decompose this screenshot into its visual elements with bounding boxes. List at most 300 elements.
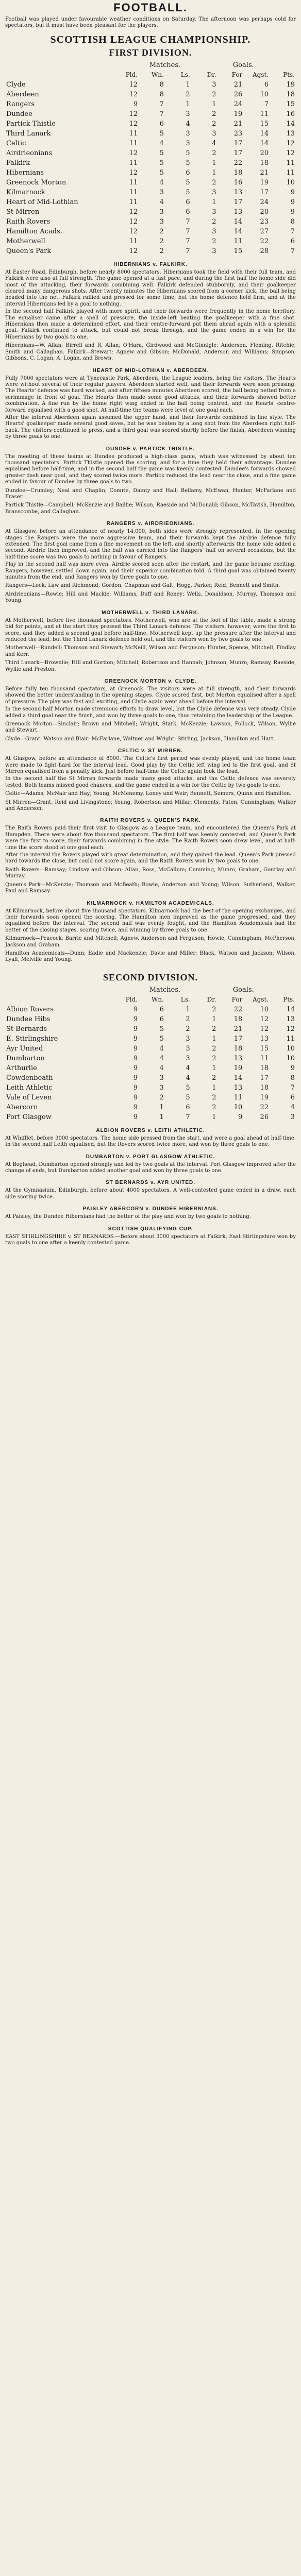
match-report-heading: HEART OF MID-LOTHIAN v. ABERDEEN.	[92, 367, 209, 374]
match-report	[5, 1226, 296, 1247]
match-report	[5, 446, 296, 516]
table-cell: 4	[186, 120, 190, 128]
table-cell: 16	[286, 110, 295, 118]
report-paragraph: The meeting of these teams at Dundee produced a high-class game, which was witnessed by about ten thousand spectators. Partick Thistle opened the scoring, and for a time they held their advantage. Dundee equalised before half-time, and in the second half the game was keenly contested. Dundee's forwards showed greater dash near goal, and they scored twice more. Partick reduced the lead near the close, and a fine game ended in favour of Dundee by three goals to two.	[5, 453, 296, 485]
table-cell: 10	[260, 90, 269, 98]
table-row	[5, 1044, 296, 1054]
report-paragraph: St Mirren—Grant; Reid and Livingstone; Young, Robertson and Millar; Clements, Paton, Cunningham, Walker and Anderson.	[5, 799, 296, 812]
table-row	[5, 246, 296, 256]
team-name: Albion Rovers	[6, 1005, 54, 1013]
report-paragraph: At Whifflet, before 3000 spectators. The home side pressed from the start, and were a goal ahead at half-time. In the second half Leith equalised, but the Rovers scored twice more, and won by three goals to one.	[5, 1135, 296, 1148]
table-cell: 9	[133, 1064, 138, 1072]
table-row	[5, 1005, 296, 1014]
table-cell: 21	[233, 120, 243, 128]
table-cell: 17	[233, 139, 243, 147]
table-cell: 8	[159, 80, 164, 89]
table-cell: 22	[260, 1103, 269, 1111]
table-cell: 3	[186, 1035, 190, 1043]
table-row	[5, 1024, 296, 1034]
table-cell: 12	[286, 1025, 295, 1033]
table-cell: 16	[233, 178, 243, 187]
table-cell: 20	[260, 149, 269, 157]
table-cell: 13	[233, 1083, 243, 1092]
match-report	[5, 367, 296, 440]
match-report-heading: ALBION ROVERS v. LEITH ATHLETIC.	[96, 1127, 205, 1133]
table-cell: 4	[290, 1103, 295, 1111]
table-cell: 13	[260, 1035, 269, 1043]
table-cell: 22	[233, 159, 243, 167]
table-cell: 2	[212, 90, 216, 98]
team-name: Arthurlie	[6, 1064, 37, 1072]
table-cell: 11	[129, 178, 138, 187]
table-row	[5, 158, 296, 168]
table-cell: 14	[286, 120, 295, 128]
match-report-heading: SCOTTISH QUALIFYING CUP.	[108, 1226, 193, 1232]
table-cell: 26	[260, 1113, 269, 1121]
table-cell: 4	[186, 1074, 190, 1082]
table-cell: 5	[159, 1035, 164, 1043]
table-cell: 13	[233, 188, 243, 196]
table-cell: 5	[186, 1083, 190, 1092]
table-cell: 10	[233, 1103, 243, 1111]
table-cell: 10	[286, 1054, 295, 1062]
table-cell: 6	[264, 80, 269, 89]
table-cell: 6	[159, 120, 164, 128]
table-cell: 7	[290, 1083, 295, 1092]
team-name: Hibernians	[6, 168, 44, 177]
table-cell: 1	[212, 100, 216, 108]
table-cell: 6	[290, 237, 295, 245]
team-name: Dumbarton	[6, 1054, 45, 1062]
table-cell: 26	[233, 90, 243, 98]
table-cell: 5	[186, 149, 190, 157]
table-cell: 12	[129, 80, 138, 89]
table-cell: 14	[233, 227, 243, 235]
match-report	[5, 609, 296, 673]
column-header: Pts.	[283, 995, 295, 1003]
table-cell: 18	[260, 1083, 269, 1092]
column-header: Ls.	[180, 71, 190, 78]
table-cell: 6	[159, 1005, 164, 1013]
table-cell: 11	[129, 237, 138, 245]
table-cell: 1	[212, 198, 216, 206]
team-name: Ayr United	[6, 1044, 43, 1053]
goals-group-label: Goals.	[232, 61, 254, 69]
table-cell: 17	[260, 1074, 269, 1082]
table-cell: 19	[260, 178, 269, 187]
table-cell: 3	[212, 188, 216, 196]
report-paragraph: At Glasgow, before an attendance of nearly 14,000, both sides were strongly represented. In the opening stages the Rangers were the more aggressive team, and their forwards kept the Airdrie defence fully extended. The first goal came from a fine movement on the left, and shortly afterwards the home side added a second. Airdrie then improved, and the ball was carried into the Rangers' half on several occasions, but the half-time score was two goals to nothing in favour of Rangers.	[5, 529, 296, 560]
table-group-header	[5, 985, 296, 995]
table-cell: 19	[260, 1093, 269, 1101]
report-paragraph: At Easter Road, Edinburgh, before nearly 8000 spectators. Hibernians took the field with their full team, and Falkirk were also at full strength. The game opened at a fast pace, and during the first half the home side did most of the attacking, their forwards combining well. Falkirk defended stubbornly, and their goalkeeper cleared many dangerous shots. After twenty minutes the Hibernians scored from a corner kick, the ball being headed into the net. Falkirk rallied and pressed for some time, but the home defence held firm, and at the interval Hibernians led by a goal to nothing.	[5, 269, 296, 307]
team-name: Hamilton Acads.	[6, 227, 62, 235]
table-cell: 2	[186, 1025, 190, 1033]
table-cell: 6	[186, 198, 190, 206]
table-cell: 5	[159, 168, 164, 177]
table-cell: 28	[260, 247, 269, 255]
table-cell: 3	[212, 129, 216, 138]
team-name: Third Lanark	[6, 129, 51, 138]
first-division-table	[5, 60, 296, 256]
table-cell: 15	[286, 100, 295, 108]
report-paragraph: Play in the second half was more even. Airdrie scored soon after the restart, and the game became exciting. Rangers, however, settled down again, and their superior combination told. A third goal was obtained twenty minutes from the end, and Rangers won by three goals to one.	[5, 562, 296, 581]
table-cell: 2	[212, 1103, 216, 1111]
table-row	[5, 168, 296, 178]
table-cell: 7	[290, 227, 295, 235]
table-cell: 18	[233, 1015, 243, 1023]
table-cell: 9	[133, 1044, 138, 1053]
table-cell: 9	[133, 1113, 138, 1121]
table-cell: 14	[233, 217, 243, 226]
table-cell: 5	[159, 159, 164, 167]
team-name: St Bernards	[6, 1025, 47, 1033]
table-cell: 10	[286, 1044, 295, 1053]
table-cell: 1	[212, 1113, 216, 1121]
table-row	[5, 1093, 296, 1103]
table-cell: 9	[133, 1054, 138, 1062]
report-paragraph: Hamilton Academicals—Dunn; Eadie and Mackenzie; Davie and Miller; Black, Watson and Jackson; Wilson, Lyall, Melville and Young.	[5, 950, 296, 963]
column-header: Pts.	[283, 71, 295, 78]
table-cell: 11	[260, 1054, 269, 1062]
table-cell: 3	[212, 227, 216, 235]
table-cell: 10	[286, 178, 295, 187]
table-row	[5, 188, 296, 197]
report-paragraph: At Kilmarnock, before about five thousand spectators. Kilmarnock had the best of the opening exchanges, and their forwards soon opened the scoring. The Hamilton men improved as the game progressed, and they equalised before the interval. The second half was evenly fought, and the Hamilton Academicals had the better of the closing stages, scoring twice, and winning by three goals to one.	[5, 908, 296, 933]
table-row	[5, 139, 296, 148]
column-header: Pld.	[125, 71, 138, 78]
table-cell: 9	[290, 198, 295, 206]
table-cell: 9	[290, 208, 295, 216]
table-cell: 12	[129, 217, 138, 226]
column-header: Dr.	[207, 995, 216, 1003]
table-cell: 1	[212, 1064, 216, 1072]
report-paragraph: Kilmarnock—Peacock; Barrie and Mitchell; Agnew, Anderson and Ferguson; Howie, Cunningham, McPherson, Jackson and Graham.	[5, 936, 296, 948]
table-cell: 4	[212, 139, 216, 147]
report-paragraph: In the second half the St Mirren forwards made many good attacks, and the Celtic defence was severely tested. Both teams missed good chances, and the game ended in a win for the Celtic by two goals to one.	[5, 776, 296, 788]
team-name: Dundee Hibs	[6, 1015, 51, 1023]
masthead: FOOTBALL.	[113, 1, 188, 14]
match-report-heading: DUMBARTON v. PORT GLASGOW ATHLETIC.	[86, 1154, 215, 1160]
column-header: Wn.	[152, 71, 164, 78]
table-row	[5, 1083, 296, 1093]
table-cell: 18	[260, 159, 269, 167]
table-cell: 22	[233, 1005, 243, 1013]
team-name: Airdrieonians	[6, 149, 53, 157]
report-paragraph: Queen's Park—McKenzie; Thomson and McBeath; Bowie, Anderson and Young; Wilson, Sutherland, Walker, Paul and Ramsay.	[5, 882, 296, 894]
table-cell: 14	[233, 1074, 243, 1082]
table-cell: 12	[129, 168, 138, 177]
table-cell: 4	[159, 1064, 164, 1072]
table-cell: 18	[233, 1044, 243, 1053]
report-paragraph: After the interval the Rovers played with great determination, and they gained the lead. Queen's Park pressed hard towards the close, but could not score again, and the Raith Rovers won by two goals to one.	[5, 852, 296, 865]
team-name: Abercorn	[6, 1103, 38, 1111]
report-paragraph: Raith Rovers—Ramsay; Lindsay and Gibson; Allan, Ross, McCallum; Cumming, Munro, Graham, Gourlay and Murray.	[5, 867, 296, 879]
table-cell: 11	[233, 237, 243, 245]
report-paragraph: Third Lanark—Brownlie; Hill and Gordon; Mitchell, Robertson and Hannah; Johnson, Munro, Ramsay, Raeside, Wyllie and Preston.	[5, 660, 296, 672]
table-cell: 2	[212, 237, 216, 245]
table-cell: 8	[159, 90, 164, 98]
table-cell: 2	[212, 120, 216, 128]
report-paragraph: At the Gymnasium, Edinburgh, before about 4000 spectators. A well-contested game ended in a draw, each side scoring twice.	[5, 1188, 296, 1200]
table-cell: 2	[159, 1093, 164, 1101]
table-cell: 9	[238, 1113, 243, 1121]
table-cell: 1	[159, 1103, 164, 1111]
table-cell: 3	[186, 110, 190, 118]
table-cell: 21	[233, 1025, 243, 1033]
match-report	[5, 1206, 296, 1220]
table-row	[5, 1034, 296, 1044]
table-row	[5, 1103, 296, 1112]
table-header-row	[5, 995, 296, 1005]
column-header: Agst.	[252, 71, 269, 78]
table-cell: 3	[290, 1113, 295, 1121]
table-row	[5, 217, 296, 227]
table-cell: 17	[233, 149, 243, 157]
team-name: Heart of Mid-Lothian	[6, 198, 78, 206]
table-cell: 2	[212, 178, 216, 187]
table-cell: 13	[233, 1054, 243, 1062]
team-name: Falkirk	[6, 159, 30, 167]
report-paragraph: In the second half Morton made strenuous efforts to draw level, but the Clyde defence was very steady. Clyde added a third goal near the finish, and won by three goals to one, thus retaining the leadership of the League.	[5, 706, 296, 719]
table-cell: 24	[260, 198, 269, 206]
match-report-heading: HIBERNIANS v. FALKIRK.	[113, 261, 188, 267]
second-division-table	[5, 985, 296, 1122]
table-row	[5, 99, 296, 109]
table-cell: 2	[212, 1074, 216, 1082]
table-cell: 12	[129, 110, 138, 118]
report-paragraph: At Boghead, Dumbarton opened strongly and led by two goals at the interval. Port Glasgow improved after the change of ends, but Dumbarton added another goal and won by three goals to one.	[5, 1161, 296, 1174]
table-cell: 9	[290, 188, 295, 196]
table-cell: 19	[286, 80, 295, 89]
table-cell: 23	[233, 129, 243, 138]
table-cell: 5	[186, 1093, 190, 1101]
table-cell: 4	[159, 178, 164, 187]
table-cell: 12	[129, 208, 138, 216]
first-division-title: FIRST DIVISION.	[109, 47, 192, 58]
table-cell: 14	[260, 129, 269, 138]
report-paragraph: Fully 7000 spectators were at Tynecastle Park, Aberdeen, the League leaders, being the visitors. The Hearts were without several of their regular players. Aberdeen started well, and their forwards were soon pressing. The Hearts' defence was hard worked, and after fifteen minutes Aberdeen scored, the ball being netted from a scrimmage in front of goal. The Hearts then made some good attacks, and their forwards showed better combination. A fine run by the home right wing ended in the ball being centred, and the Hearts' centre-forward equalised with a good shot. At half-time the teams were level at one goal each.	[5, 375, 296, 413]
table-cell: 24	[233, 100, 243, 108]
table-cell: 23	[260, 217, 269, 226]
table-cell: 9	[290, 1064, 295, 1072]
team-name: Motherwell	[6, 237, 45, 245]
report-paragraph: Hibernians—W. Allan; Birrell and R. Allan; O'Hara, Girdwood and McGinnigle; Anderson, Fleming, Ritchie, Smith and Callaghan. Falkirk—Stewart; Agnew and Gibson; McDonald, Anderson and Williams; Simpson, Gibbons, C. Logan, A. Logan, and Brown.	[5, 343, 296, 362]
table-cell: 5	[186, 178, 190, 187]
table-cell: 11	[233, 1093, 243, 1101]
table-cell: 2	[186, 90, 190, 98]
team-name: Kilmarnock	[6, 188, 45, 196]
table-cell: 5	[186, 188, 190, 196]
table-cell: 8	[290, 1074, 295, 1082]
report-paragraph: Airdrieonians—Rowie; Hill and Mackie; Williams, Duff and Roney; Wells, Donaldson, Murray, Thomson and Young.	[5, 591, 296, 604]
table-cell: 3	[186, 139, 190, 147]
table-row	[5, 178, 296, 188]
team-name: St Mirren	[6, 208, 40, 216]
table-cell: 12	[129, 90, 138, 98]
table-cell: 5	[159, 1025, 164, 1033]
table-cell: 21	[233, 80, 243, 89]
match-report-heading: DUNDEE v. PARTICK THISTLE.	[106, 446, 195, 452]
table-cell: 12	[286, 139, 295, 147]
table-cell: 7	[186, 227, 190, 235]
table-cell: 4	[159, 1044, 164, 1053]
table-cell: 4	[186, 1064, 190, 1072]
team-name: Dundee	[6, 110, 32, 118]
team-name: Queen's Park	[6, 247, 52, 255]
table-cell: 15	[260, 1044, 269, 1053]
table-row	[5, 236, 296, 246]
table-cell: 7	[186, 217, 190, 226]
match-report	[5, 261, 296, 362]
table-row	[5, 129, 296, 139]
team-name: Celtic	[6, 139, 26, 147]
report-paragraph: EAST STIRLINGSHIRE v. ST BERNARDS.—Before about 3000 spectators at Falkirk, East Stirlingshire won by two goals to one after a keenly contested game.	[5, 1233, 296, 1246]
table-cell: 11	[260, 110, 269, 118]
table-cell: 3	[186, 129, 190, 138]
match-report-heading: PAISLEY ABERCORN v. DUNDEE HIBERNIANS.	[82, 1206, 219, 1212]
table-cell: 11	[129, 139, 138, 147]
table-cell: 3	[212, 247, 216, 255]
table-cell: 11	[129, 159, 138, 167]
table-row	[5, 1014, 296, 1024]
first-division-reports	[5, 261, 296, 963]
table-cell: 15	[233, 247, 243, 255]
match-report-heading: KILMARNOCK v. HAMILTON ACADEMICALS.	[87, 900, 214, 906]
table-cell: 1	[212, 159, 216, 167]
table-cell: 9	[133, 1093, 138, 1101]
table-cell: 19	[233, 110, 243, 118]
table-cell: 1	[186, 80, 190, 89]
table-cell: 2	[212, 149, 216, 157]
table-cell: 6	[290, 1093, 295, 1101]
table-cell: 1	[186, 100, 190, 108]
report-paragraph: Rangers—Lock; Law and Richmond; Gordon, Chapman and Galt; Hogg, Parker, Reid, Bennett and Smith.	[5, 583, 280, 589]
table-header-row	[5, 70, 296, 80]
table-cell: 15	[260, 120, 269, 128]
table-cell: 3	[212, 80, 216, 89]
report-paragraph: After the interval Aberdeen again assumed the upper hand, and their forwards combined in fine style. The Hearts' goalkeeper made several good saves, but he was beaten by a long shot from the Aberdeen right half-back. The visitors continued to press, and a third goal was scored shortly before the finish, Aberdeen winning by three goals to one.	[5, 414, 296, 440]
match-report	[5, 1179, 296, 1200]
table-cell: 13	[233, 208, 243, 216]
table-cell: 12	[260, 1025, 269, 1033]
table-cell: 9	[133, 1005, 138, 1013]
second-division-reports	[5, 1127, 296, 1247]
report-paragraph: At Motherwell, before five thousand spectators. Motherwell, who are at the foot of the table, made a strong bid for points, and at the start they pressed the Third Lanark defence. The visitors, however, were the first to score, and they added a second goal before half-time. Motherwell kept up the pressure after the interval and reduced the lead, but the Third Lanark defence held out, and the visitors won by two goals to one.	[5, 617, 296, 642]
table-cell: 11	[129, 198, 138, 206]
report-paragraph: Clyde—Grant; Watson and Blair; McFarlane, Waltner and Wright; Stirling, Jackson, Hamilton and Hart.	[5, 736, 275, 742]
goals-group-label: Goals.	[232, 986, 254, 994]
table-cell: 20	[260, 208, 269, 216]
table-cell: 17	[233, 198, 243, 206]
match-report	[5, 900, 296, 963]
table-cell: 2	[186, 1015, 190, 1023]
match-report-heading: RAITH ROVERS v. QUEEN'S PARK.	[100, 818, 201, 824]
column-header: Pld.	[125, 995, 138, 1003]
table-row	[5, 119, 296, 129]
table-cell: 22	[260, 237, 269, 245]
table-cell: 7	[186, 1113, 190, 1121]
report-paragraph: In the second half Falkirk played with more spirit, and their forwards were frequently in the home territory. The equaliser came after a spell of pressure, the inside-left beating the goalkeeper with a fine shot. Hibernians then made a determined effort, and their centre-forward put them ahead again with a splendid goal. Falkirk continued to attack, but could not break through, and the game ended in a win for the Hibernians by two goals to one.	[5, 309, 296, 340]
table-cell: 6	[159, 1015, 164, 1023]
report-paragraph: Partick Thistle—Campbell; McKenzie and Baillie; Wilson, Raeside and McDonald; Gibson, McTavish, Hamilton, Branscombe, and Callaghan.	[5, 502, 296, 515]
table-cell: 4	[159, 139, 164, 147]
report-paragraph: At Paisley, the Dundee Hibernians had the better of the play and won by two goals to nothing.	[5, 1214, 251, 1220]
table-cell: 12	[129, 247, 138, 255]
table-cell: 21	[260, 168, 269, 177]
table-cell: 27	[260, 227, 269, 235]
table-cell: 17	[260, 188, 269, 196]
table-cell: 9	[133, 1025, 138, 1033]
team-name: Leith Athletic	[6, 1083, 53, 1092]
second-division-title: SECOND DIVISION.	[103, 972, 198, 982]
team-name: Aberdeen	[6, 90, 39, 98]
table-cell: 14	[260, 139, 269, 147]
table-cell: 11	[286, 168, 295, 177]
table-cell: 11	[129, 188, 138, 196]
table-cell: 10	[260, 1005, 269, 1013]
match-report-heading: RANGERS v. AIRDRIEONIANS.	[106, 521, 195, 527]
report-paragraph: Celtic—Adams; McNair and Hay; Young, McMenemy, Loney and Weir; Bennett, Somers, Quinn and Hamilton.	[5, 791, 292, 797]
table-cell: 1	[186, 1005, 190, 1013]
column-header: Wn.	[152, 995, 164, 1003]
table-cell: 1	[159, 1113, 164, 1121]
report-paragraph: Greenock Morton—Sinclair; Brown and Mitchell; Wright, Stark, McKenzie; Lawson, Pollock, Wilson, Wyllie and Stewart.	[5, 721, 296, 734]
table-row	[5, 109, 296, 119]
table-cell: 6	[186, 168, 190, 177]
table-cell: 7	[159, 110, 164, 118]
match-report	[5, 817, 296, 894]
table-cell: 11	[286, 1035, 295, 1043]
table-cell: 12	[286, 149, 295, 157]
table-cell: 11	[286, 159, 295, 167]
match-report	[5, 1127, 296, 1148]
table-cell: 3	[186, 1054, 190, 1062]
team-name: Raith Rovers	[6, 217, 51, 226]
team-name: Partick Thistle	[6, 120, 56, 128]
match-report	[5, 748, 296, 812]
column-header: For	[231, 71, 243, 78]
table-cell: 3	[159, 217, 164, 226]
table-cell: 7	[186, 247, 190, 255]
table-cell: 3	[159, 1074, 164, 1082]
report-paragraph: At Glasgow, before an attendance of 8000. The Celtic's first period was evenly played, and the home team were made to fight hard for the interval lead. Good play by the Celtic left wing led to the first goal, and St Mirren equalised from a penalty kick. Just before half-time the Celtic again took the lead.	[5, 756, 296, 774]
table-cell: 9	[133, 1083, 138, 1092]
table-cell: 7	[159, 100, 164, 108]
match-report-heading: MOTHERWELL v. THIRD LANARK.	[102, 609, 199, 616]
table-cell: 9	[133, 1015, 138, 1023]
table-cell: 3	[212, 208, 216, 216]
table-cell: 18	[260, 1064, 269, 1072]
report-paragraph: The Raith Rovers paid their first visit to Glasgow as a League team, and encountered the Queen's Park at Hampden. There were about five thousand spectators. The first half was keenly contested, and Queen's Park were the first to score, their forwards combining in fine style. The Raith Rovers soon drew level, and at half-time the score stood at one goal each.	[5, 825, 296, 851]
table-cell: 4	[159, 1054, 164, 1062]
table-cell: 1	[212, 1015, 216, 1023]
table-row	[5, 207, 296, 217]
table-cell: 9	[133, 1035, 138, 1043]
table-cell: 19	[233, 1064, 243, 1072]
table-row	[5, 1054, 296, 1063]
table-row	[5, 227, 296, 236]
table-cell: 7	[186, 237, 190, 245]
table-cell: 17	[233, 1035, 243, 1043]
table-cell: 2	[212, 1044, 216, 1053]
table-cell: 18	[233, 168, 243, 177]
report-paragraph: Before fully ten thousand spectators, at Greenock. The visitors were at full strength, and their forwards showed the better understanding in the opening stages. Clyde scored first, but Morton equalised after a spell of pressure. The play was fast and exciting, and Clyde again went ahead before the interval.	[5, 686, 296, 705]
table-cell: 5	[186, 159, 190, 167]
table-row	[5, 1063, 296, 1073]
match-report	[5, 1154, 296, 1175]
table-cell: 2	[212, 110, 216, 118]
